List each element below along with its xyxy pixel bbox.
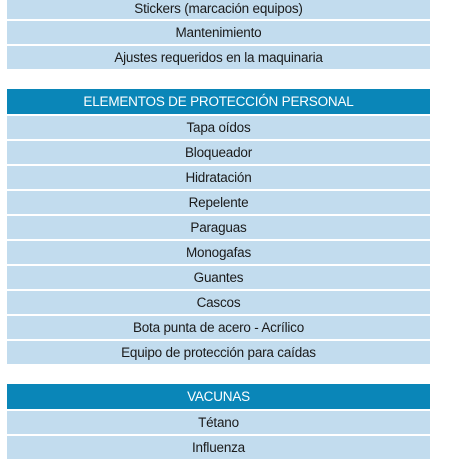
table-row: Influenza: [7, 436, 430, 459]
table-row: Stickers (marcación equipos): [7, 0, 430, 19]
table-row: Repelente: [7, 191, 430, 214]
table-row: Equipo de protección para caídas: [7, 341, 430, 364]
table-row: Mantenimiento: [7, 21, 430, 44]
table-row: Bloqueador: [7, 141, 430, 164]
ppe-table-header: ELEMENTOS DE PROTECCIÓN PERSONAL: [7, 89, 430, 114]
table-row: Paraguas: [7, 216, 430, 239]
section-spacer: [7, 366, 430, 384]
table-row: Hidratación: [7, 166, 430, 189]
table-row: Tétano: [7, 411, 430, 434]
table-row: Cascos: [7, 291, 430, 314]
vaccines-table-header: VACUNAS: [7, 384, 430, 409]
section-spacer: [7, 71, 430, 89]
table-row: Guantes: [7, 266, 430, 289]
checklist-sheet: [7, 0, 430, 461]
vaccines-table: [7, 384, 430, 459]
table-row: Tapa oídos: [7, 116, 430, 139]
ppe-table: [7, 89, 430, 364]
table-row: Monogafas: [7, 241, 430, 264]
table-row: Bota punta de acero - Acrílico: [7, 316, 430, 339]
table-row: Ajustes requeridos en la maquinaria: [7, 46, 430, 69]
equipment-table: [7, 0, 430, 69]
